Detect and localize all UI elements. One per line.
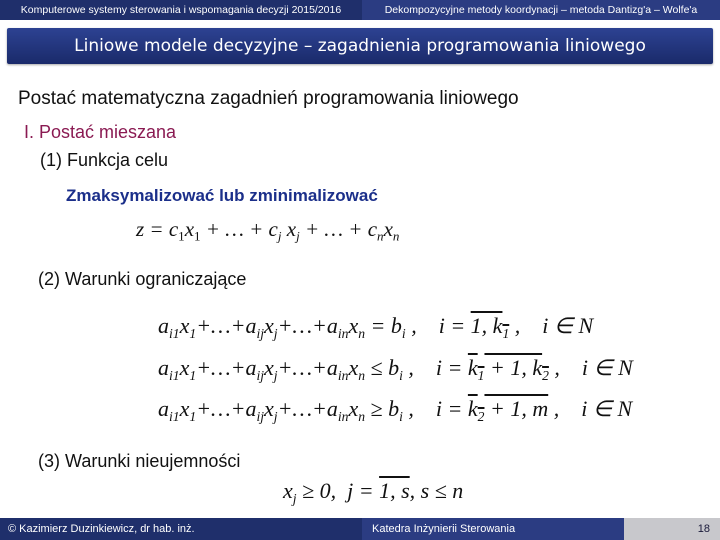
header-bar — [0, 0, 720, 20]
page-number: 18 — [624, 518, 720, 540]
slide-heading: Postać matematyczna zagadnień programowania liniowego — [18, 88, 519, 109]
footer-department: Katedra Inżynierii Sterowania — [362, 518, 624, 540]
constraint-leq-formula: $a_{i1}x_1+\dots+a_{ij}x_j+\dots+a_{in}x_n \le b_i$ , $i = k_1 + 1$, $k_2$ , i ∈ N — [158, 355, 633, 383]
footer-bar — [0, 518, 720, 540]
objective-label: (1) Funkcja celu — [40, 150, 169, 170]
slide-title: Liniowe modele decyzyjne – zagadnienia programowania liniowego — [7, 28, 713, 64]
constraint-equality-formula: $a_{i1}x_1+\dots+a_{ij}x_j+\dots+a_{in}x_n = b_i$ , i = 1, $k_1$ , i ∈ N — [158, 313, 594, 341]
constraint-geq-formula: $a_{i1}x_1+\dots+a_{ij}x_j+\dots+a_{in}x_n \ge b_i$ , $i = k_2 + 1$, m , i ∈ N — [158, 396, 633, 424]
header-course-title: Komputerowe systemy sterowania i wspomagania decyzji 2015/2016 — [0, 0, 362, 20]
footer-author: © Kazimierz Duzinkiewicz, dr hab. inż. — [0, 518, 362, 540]
objective-formula: $z = c_1x_1$ + … + $c_j$ $x_j$ + … + $c_nx_n$ — [136, 217, 400, 244]
section-label: I. Postać mieszana — [24, 122, 177, 142]
nonnegativity-formula: $x_j \ge 0$, j = 1, s, s ≤ n — [283, 478, 464, 506]
optimize-label: Zmaksymalizować lub zminimalizować — [66, 186, 378, 205]
constraints-label: (2) Warunki ograniczające — [38, 269, 247, 289]
header-lecture-title: Dekompozycyjne metody koordynacji – metoda Dantizg'a – Wolfe'a — [362, 0, 720, 20]
nonnegativity-label: (3) Warunki nieujemności — [38, 451, 241, 471]
